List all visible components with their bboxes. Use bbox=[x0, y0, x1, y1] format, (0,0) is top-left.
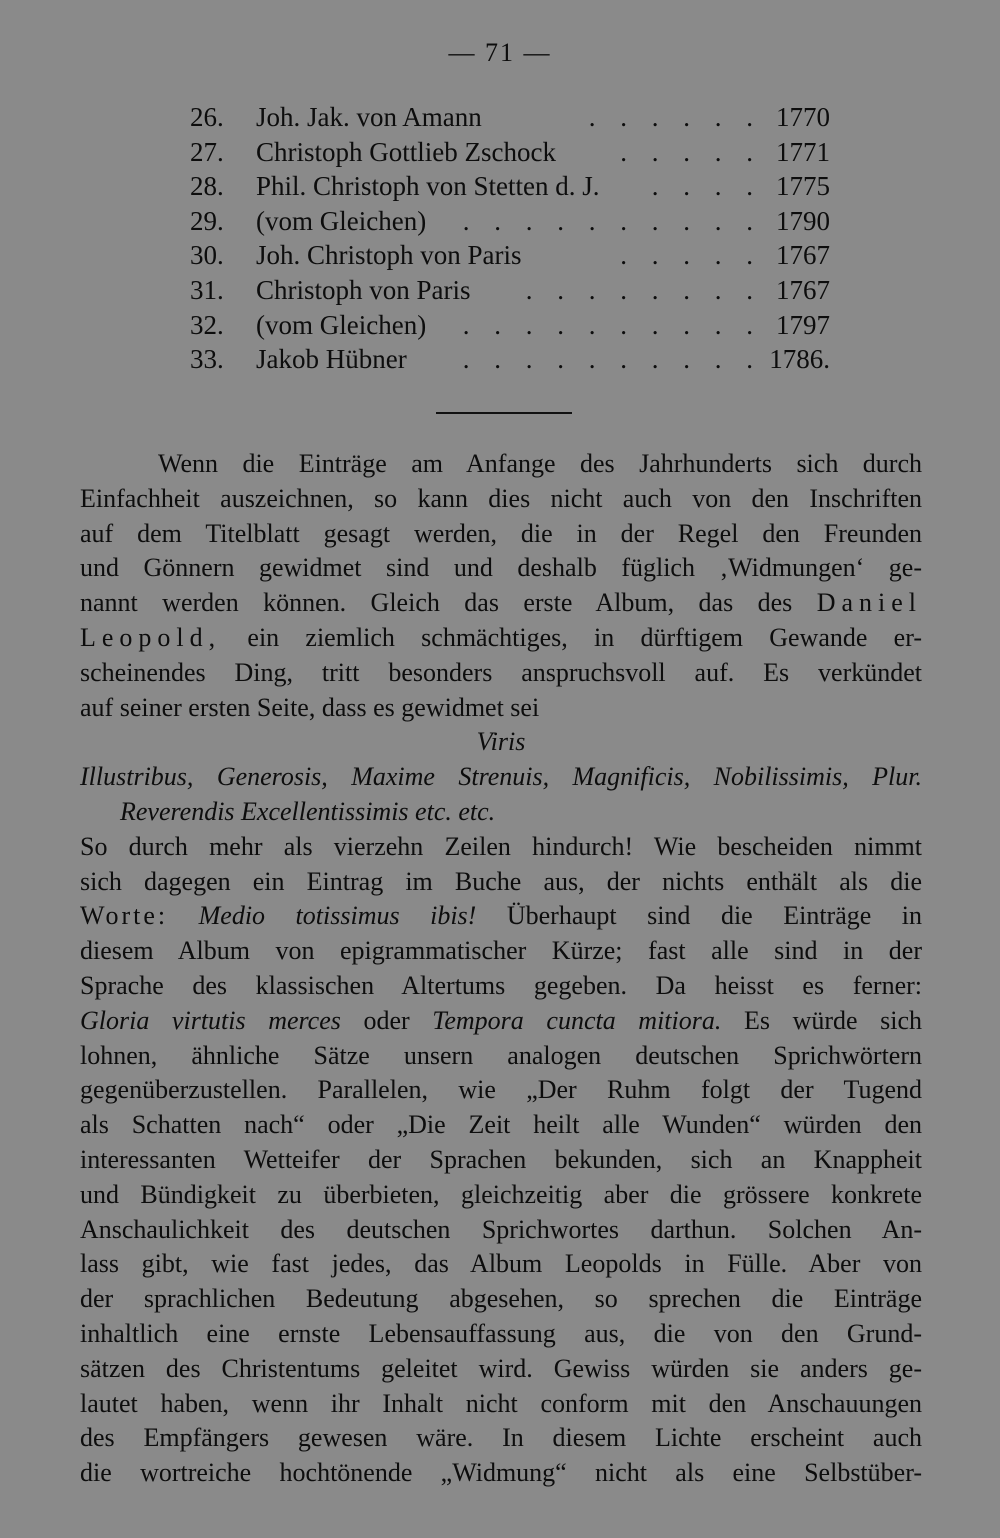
section-divider bbox=[436, 412, 572, 414]
text-line: interessanten Wetteifer der Sprachen bekunden, sich an Knappheit bbox=[80, 1144, 922, 1174]
dedication-line: Viris bbox=[476, 727, 526, 757]
register-row bbox=[190, 273, 830, 308]
dedication-line: Illustribus, Generosis, Maxime Strenuis, Magnificis, Nobilissimis, Plur. bbox=[80, 762, 922, 792]
register-leader-dots: . . . . . . . . . . bbox=[462, 309, 762, 340]
register-number: 26. bbox=[190, 102, 224, 132]
text-line: Sprache des klassischen Altertums gegeben. Da heisst es ferner: bbox=[80, 970, 922, 1000]
text-span: Es würde sich bbox=[743, 1005, 923, 1035]
text-line: lass gibt, wie fast jedes, das Album Leopolds in Fülle. Aber von bbox=[80, 1249, 922, 1279]
register-year: 1790 bbox=[776, 205, 830, 236]
register-leader-dots: . . . . . bbox=[620, 240, 762, 271]
register-number: 29. bbox=[190, 205, 224, 236]
register-name: Joh. Christoph von Paris bbox=[256, 240, 522, 271]
text-line: scheinendes Ding, tritt besonders anspruchsvoll auf. Es verkündet bbox=[80, 657, 922, 687]
text-line: Anschaulichkeit des deutschen Sprichwortes darthun. Solchen An- bbox=[80, 1214, 922, 1244]
text-line bbox=[80, 621, 922, 656]
register-year: 1770 bbox=[776, 102, 830, 132]
register-name: Joh. Jak. von Amann bbox=[256, 102, 482, 132]
text-line: sätzen des Christentums geleitet wird. Gewiss würden sie anders ge- bbox=[80, 1353, 922, 1383]
text-line: Wenn die Einträge am Anfange des Jahrhunderts sich durch bbox=[158, 449, 922, 478]
text-line: der sprachlichen Bedeutung abgesehen, so sprechen die Einträge bbox=[80, 1284, 922, 1314]
text-line: sich dagegen ein Eintrag im Buche aus, der nichts enthält als die bbox=[80, 866, 922, 896]
register-leader-dots: . . . . bbox=[651, 171, 762, 202]
text-line: So durch mehr als vierzehn Zeilen hindurch! Wie bescheiden nimmt bbox=[80, 831, 922, 861]
text-line: auf dem Titelblatt gesagt werden, die in der Regel den Freunden bbox=[80, 518, 922, 548]
register-leader-dots: . . . . . . . . bbox=[525, 274, 762, 305]
register-row bbox=[190, 238, 830, 273]
text-line: lohnen, ähnliche Sätze unsern analogen deutschen Sprichwörtern bbox=[80, 1040, 922, 1070]
text-line bbox=[80, 899, 922, 934]
register-number: 28. bbox=[190, 171, 224, 202]
register-year: 1775 bbox=[776, 171, 830, 202]
register-number: 27. bbox=[190, 136, 224, 167]
text-span: nannt werden können. Gleich das erste Album, das des bbox=[80, 588, 793, 618]
register-year: 1767 bbox=[776, 240, 830, 271]
text-span: oder bbox=[363, 1005, 410, 1035]
register-name: Jakob Hübner bbox=[256, 344, 407, 375]
register-leader-dots: . . . . . . bbox=[588, 102, 762, 132]
text-line: auf seiner ersten Seite, dass es gewidmet sei bbox=[80, 692, 540, 722]
register-list bbox=[190, 100, 830, 377]
register-row bbox=[190, 204, 830, 239]
register-year: 1786. bbox=[769, 344, 830, 375]
text-line: gegenüberzustellen. Parallelen, wie „Der Ruhm folgt der Tugend bbox=[80, 1075, 922, 1105]
register-name: Christoph von Paris bbox=[256, 274, 471, 305]
register-number: 32. bbox=[190, 309, 224, 340]
latin-quote: Tempora cuncta mitiora. bbox=[432, 1005, 722, 1035]
register-number: 31. bbox=[190, 274, 224, 305]
text-line: und Bündigkeit zu überbieten, gleichzeitig aber die grössere konkrete bbox=[80, 1179, 922, 1209]
register-leader-dots: . . . . . . . . . . bbox=[462, 344, 762, 375]
register-row bbox=[190, 169, 830, 204]
text-line: lautet haben, wenn ihr Inhalt nicht conform mit den Anschauungen bbox=[80, 1388, 922, 1418]
spaced-name: Daniel bbox=[816, 588, 923, 618]
register-name: Christoph Gottlieb Zschock bbox=[256, 136, 556, 167]
body-paragraph bbox=[80, 447, 922, 1491]
register-year: 1797 bbox=[776, 309, 830, 340]
text-line: die wortreiche hochtönende „Widmung“ nicht als eine Selbstüber- bbox=[80, 1458, 922, 1488]
register-name: (vom Gleichen) bbox=[256, 205, 427, 236]
register-number: 33. bbox=[190, 344, 224, 375]
text-line: als Schatten nach“ oder „Die Zeit heilt alle Wunden“ würden den bbox=[80, 1110, 922, 1140]
text-span: Überhaupt sind die Einträge in bbox=[506, 901, 923, 931]
register-row bbox=[190, 342, 830, 377]
text-line: des Empfängers gewesen wäre. In diesem Lichte erscheint auch bbox=[80, 1423, 922, 1453]
register-leader-dots: . . . . . bbox=[620, 136, 762, 167]
text-span: ein ziemlich schmächtiges, in dürftigem Gewande er- bbox=[247, 622, 922, 652]
latin-quote: Medio totissimus ibis! bbox=[198, 901, 477, 931]
text-line bbox=[80, 586, 922, 621]
text-line bbox=[80, 1004, 922, 1039]
text-line: und Gönnern gewidmet sind und deshalb füglich ‚Widmungen‘ ge- bbox=[80, 553, 922, 583]
spaced-name: Leopold, bbox=[80, 622, 222, 652]
text-line: diesem Album von epigrammatischer Kürze; fast alle sind in der bbox=[80, 936, 922, 966]
spaced-word: Worte: bbox=[80, 901, 169, 931]
register-row bbox=[190, 135, 830, 170]
register-row bbox=[190, 100, 830, 135]
register-year: 1767 bbox=[776, 274, 830, 305]
text-line: inhaltlich eine ernste Lebensauffassung aus, die von den Grund- bbox=[80, 1318, 922, 1348]
page-number: — 71 — bbox=[448, 38, 552, 67]
text-line: Einfachheit auszeichnen, so kann dies nicht auch von den Inschriften bbox=[80, 483, 922, 513]
register-row bbox=[190, 308, 830, 343]
dedication-line: Reverendis Excellentissimis etc. etc. bbox=[120, 796, 496, 826]
register-name: (vom Gleichen) bbox=[256, 309, 427, 340]
register-leader-dots: . . . . . . . . . . bbox=[462, 205, 762, 236]
latin-quote: Gloria virtutis merces bbox=[80, 1005, 341, 1035]
register-year: 1771 bbox=[776, 136, 830, 167]
register-number: 30. bbox=[190, 240, 224, 271]
register-name: Phil. Christoph von Stetten d. J. bbox=[256, 171, 600, 202]
